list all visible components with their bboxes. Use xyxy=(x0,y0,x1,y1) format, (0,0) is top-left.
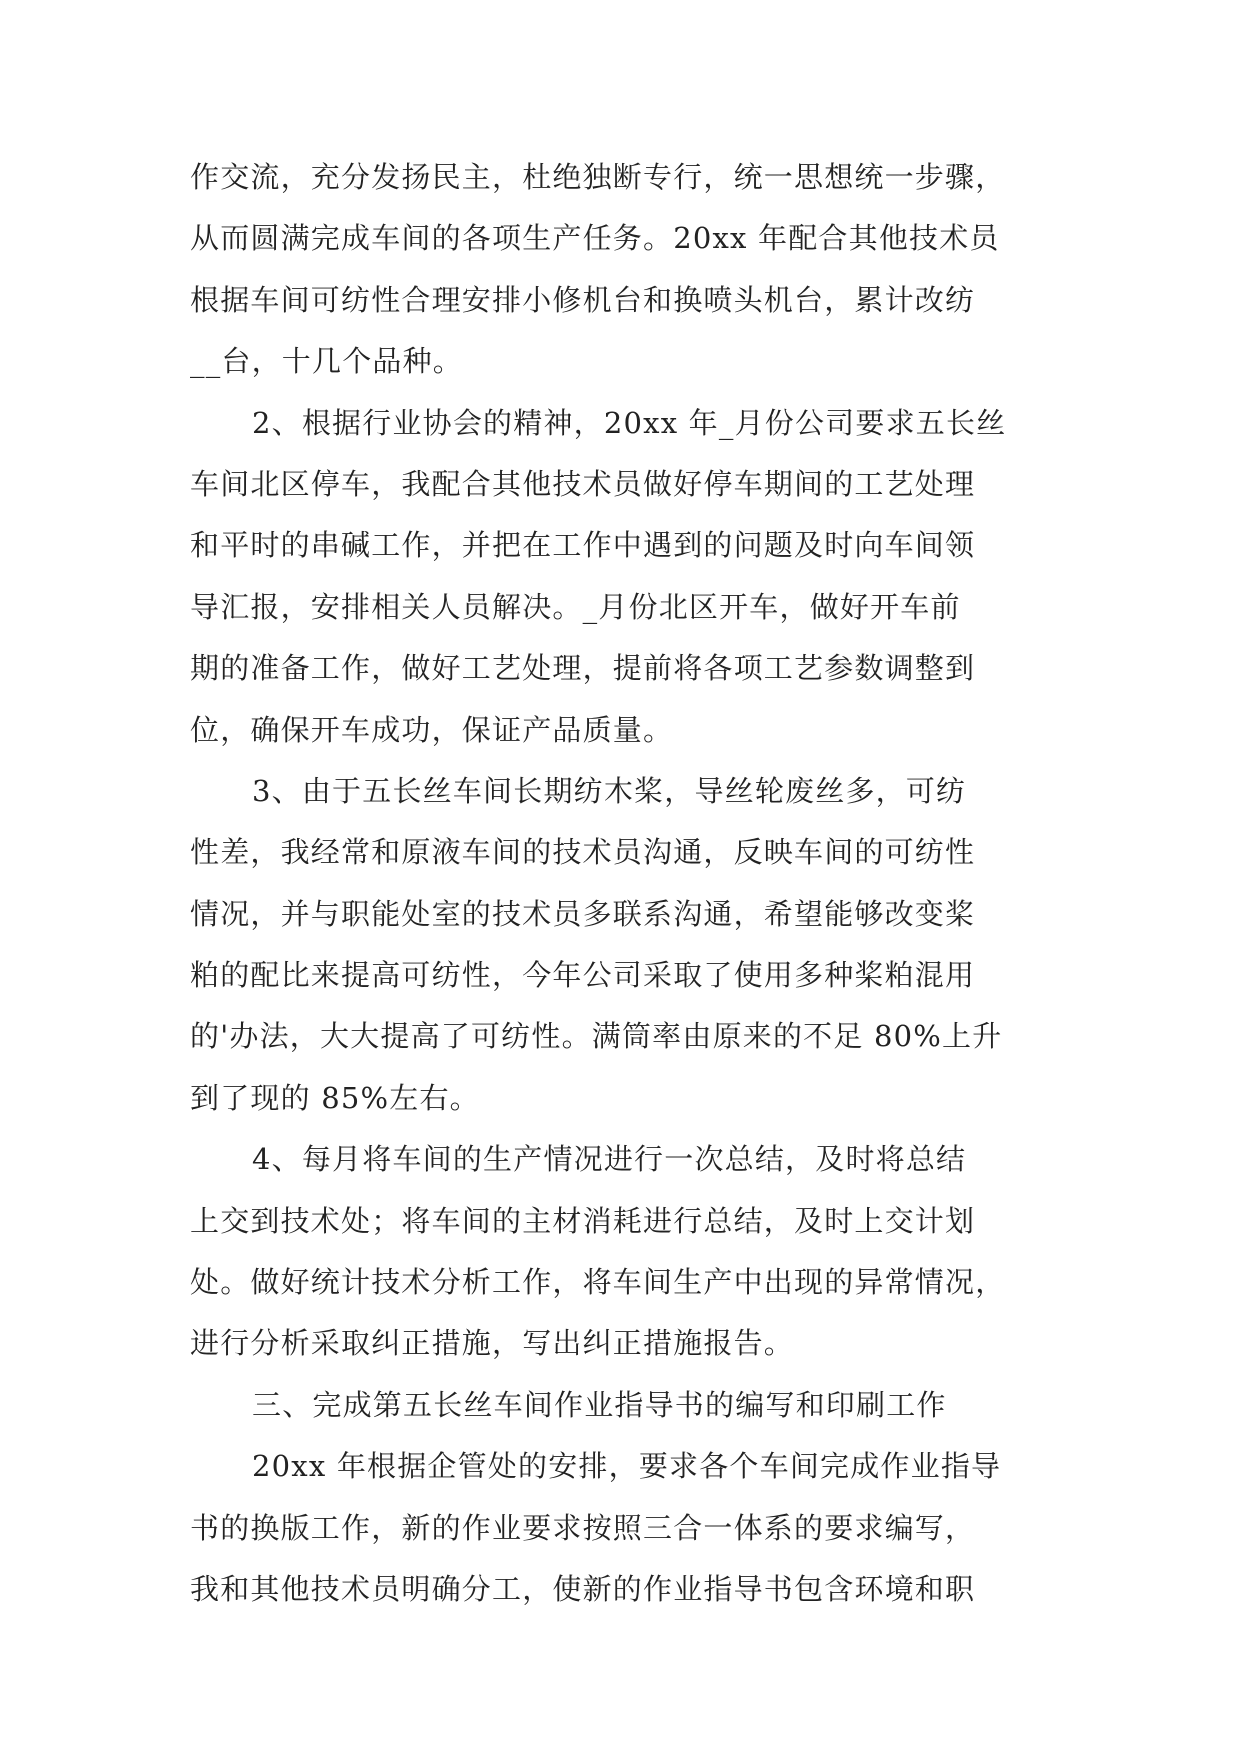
text-line: 导汇报，安排相关人员解决。_月份北区开车，做好开车前 xyxy=(190,589,961,624)
text-line: 我和其他技术员明确分工，使新的作业指导书包含环境和职 xyxy=(190,1571,976,1606)
text-line: 书的换版工作，新的作业要求按照三合一体系的要求编写， xyxy=(190,1510,976,1545)
paragraph-first-line: 3、由于五长丝车间长期纺木桨，导丝轮废丝多，可纺 xyxy=(252,773,967,808)
text-line: 进行分析采取纠正措施，写出纠正措施报告。 xyxy=(190,1326,795,1361)
text-line: 从而圆满完成车间的各项生产任务。20xx 年配合其他技术员 xyxy=(190,221,1000,256)
text-line: 上交到技术处；将车间的主材消耗进行总结，及时上交计划 xyxy=(190,1203,976,1238)
text-line: 情况，并与职能处室的技术员多联系沟通，希望能够改变桨 xyxy=(190,896,976,931)
text-line: 车间北区停车，我配合其他技术员做好停车期间的工艺处理 xyxy=(190,466,976,501)
text-line: 和平时的串碱工作，并把在工作中遇到的问题及时向车间领 xyxy=(190,528,976,563)
text-line: 粕的配比来提高可纺性，今年公司采取了使用多种桨粕混用 xyxy=(190,958,976,993)
text-line: 性差，我经常和原液车间的技术员沟通，反映车间的可纺性 xyxy=(190,835,976,870)
text-line: 到了现的 85%左右。 xyxy=(190,1080,480,1115)
text-line: 位，确保开车成功，保证产品质量。 xyxy=(190,712,674,747)
text-line: 处。做好统计技术分析工作，将车间生产中出现的异常情况， xyxy=(190,1265,1006,1300)
paragraph-first-line: 4、每月将车间的生产情况进行一次总结，及时将总结 xyxy=(252,1142,967,1177)
text-line: 期的准备工作，做好工艺处理，提前将各项工艺参数调整到 xyxy=(190,651,976,686)
text-line: __台，十几个品种。 xyxy=(190,344,464,379)
paragraph-first-line: 2、根据行业协会的精神，20xx 年_月份公司要求五长丝 xyxy=(252,405,1007,440)
text-line: 作交流，充分发扬民主，杜绝独断专行，统一思想统一步骤， xyxy=(190,160,1006,194)
section-heading: 三、完成第五长丝车间作业指导书的编写和印刷工作 xyxy=(252,1387,947,1422)
document-page xyxy=(190,147,1060,1620)
text-line: 的'办法，大大提高了可纺性。满筒率由原来的不足 80%上升 xyxy=(190,1019,1003,1054)
text-line: 根据车间可纺性合理安排小修机台和换喷头机台，累计改纺 xyxy=(190,282,976,317)
paragraph-first-line: 20xx 年根据企管处的安排，要求各个车间完成作业指导 xyxy=(252,1449,1002,1484)
